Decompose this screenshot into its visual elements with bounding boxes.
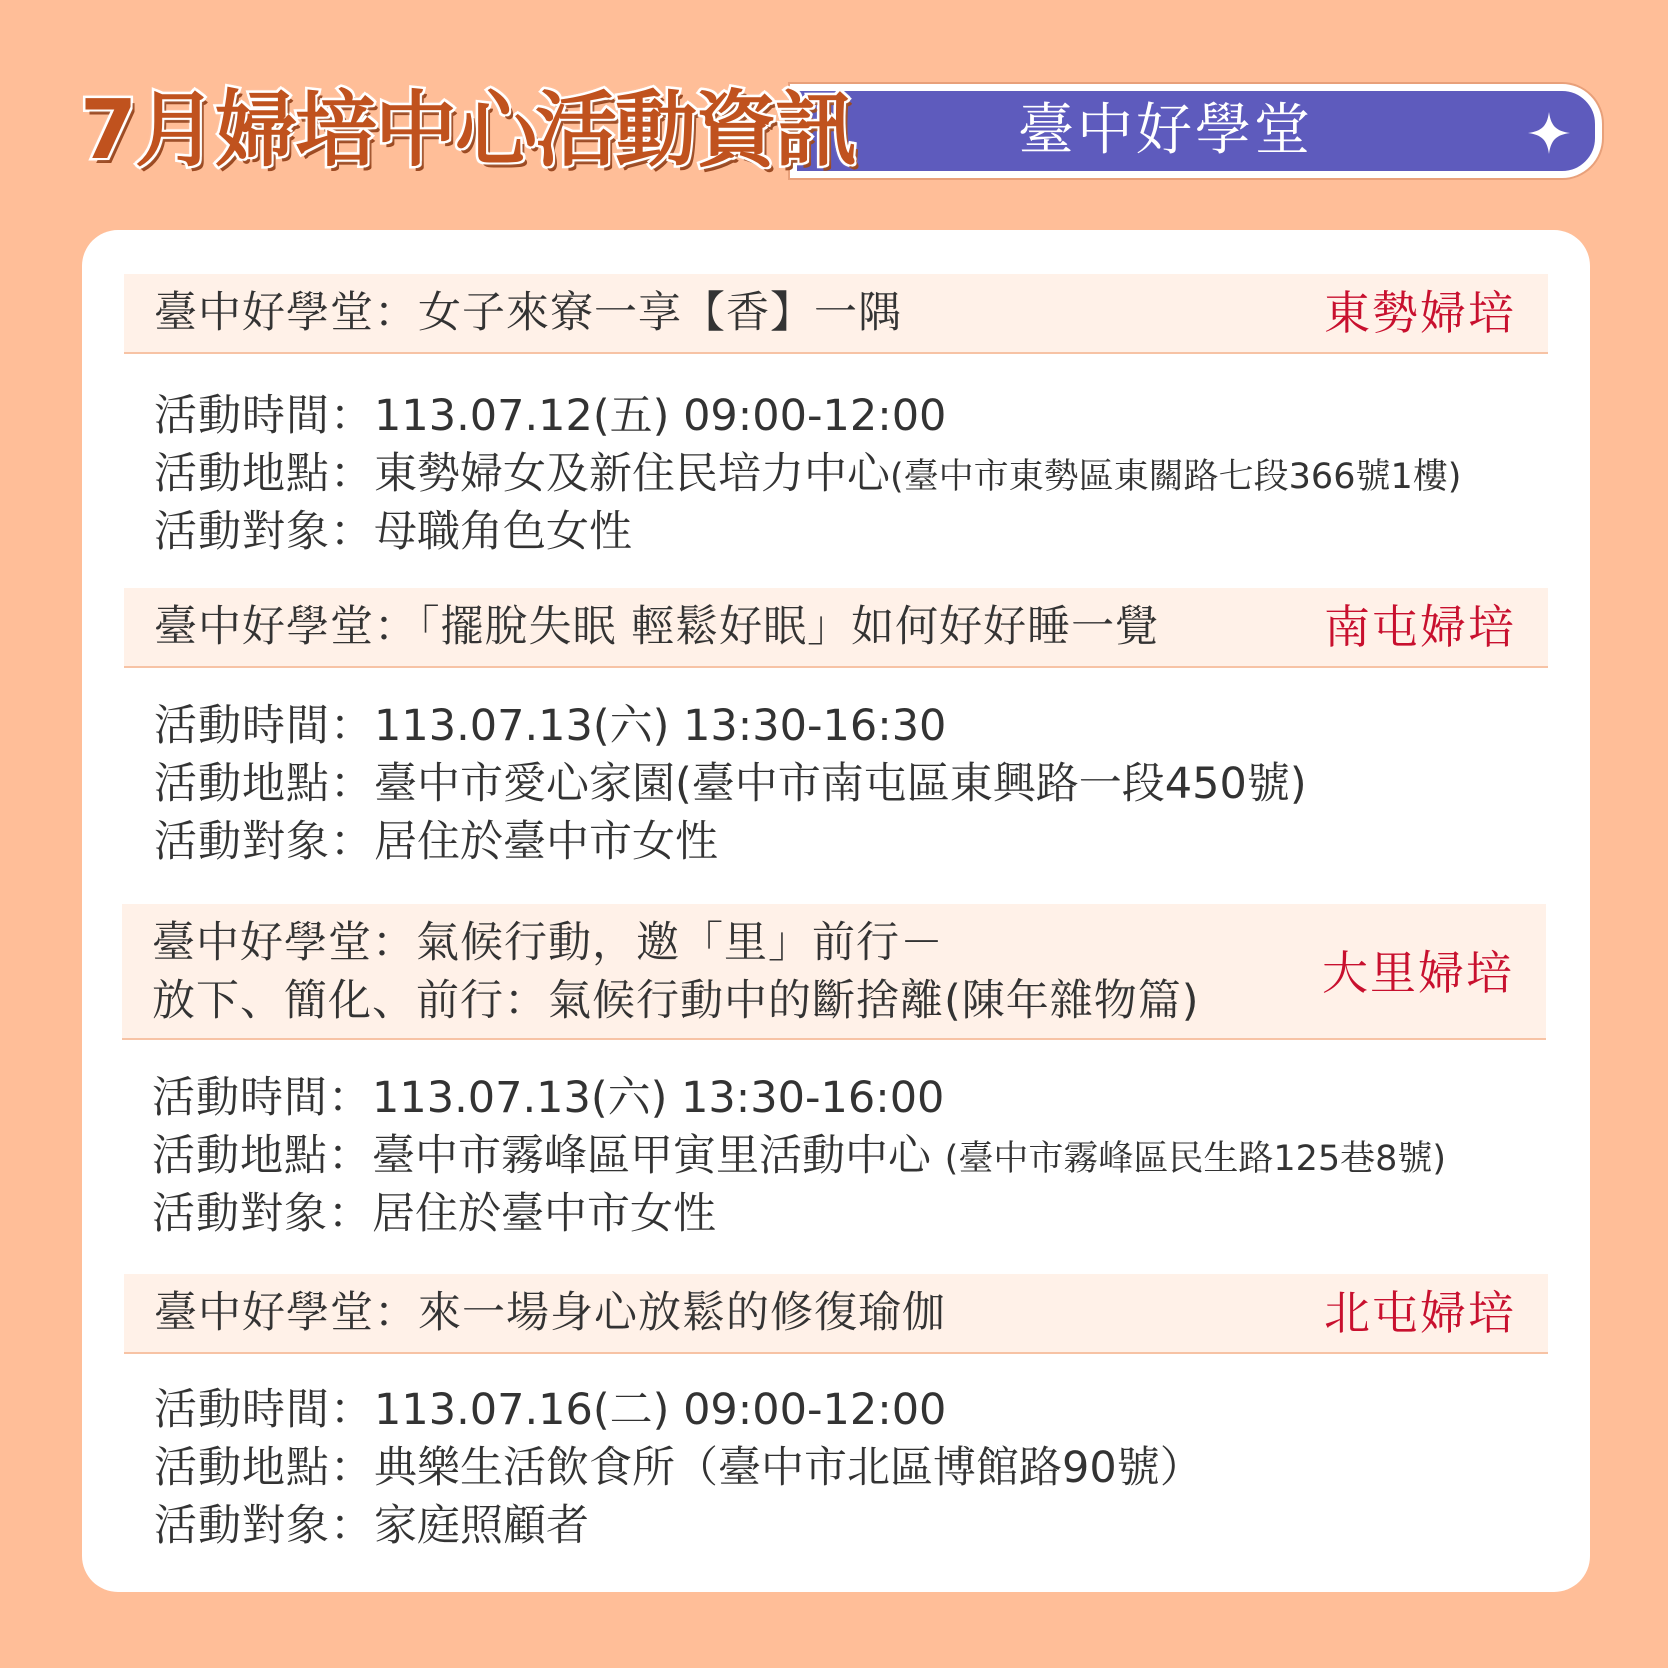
target-value: 母職角色女性 [374,507,632,557]
event-title: 臺中好學堂：「擺脫失眠 輕鬆好眠」如何好好睡一覺 [154,602,1160,652]
event-time [154,388,946,444]
place-address: (臺中市霧峰區民生路125巷8號) [944,1139,1447,1179]
center-tag: 大里婦培 [1322,946,1514,1000]
event-target [154,814,718,870]
event-target [154,1498,589,1554]
time-value: 113.07.12(五) 09:00-12:00 [374,391,947,441]
event-title: 臺中好學堂：來一場身心放鬆的修復瑜伽 [154,1288,946,1338]
event-time [154,1382,946,1438]
place-value: 典樂生活飲食所（臺中市北區博館路90號） [374,1443,1203,1493]
time-label: 活動時間： [154,701,374,751]
event-title-line2: 放下、簡化、前行：氣候行動中的斷捨離(陳年雜物篇) [152,976,1200,1026]
event-header [124,1274,1548,1354]
target-label: 活動對象： [152,1189,372,1239]
place-address: (臺中市東勢區東關路七段366號1樓) [890,457,1462,497]
event-title-line1: 臺中好學堂：氣候行動，邀「里」前行－ [152,918,944,968]
target-label: 活動對象： [154,817,374,867]
banner-label: 臺中好學堂 [1018,98,1313,163]
event-time [154,698,946,754]
place-label: 活動地點： [154,1443,374,1493]
event-place [152,1128,1446,1187]
place-label: 活動地點： [154,449,374,499]
time-label: 活動時間： [154,1385,374,1435]
event-place [154,1440,1203,1496]
center-tag: 東勢婦培 [1324,286,1516,340]
target-value: 家庭照顧者 [374,1501,589,1551]
time-value: 113.07.16(二) 09:00-12:00 [374,1385,947,1435]
target-label: 活動對象： [154,507,374,557]
sparkle-icon [1526,110,1572,156]
event-place [154,756,1307,812]
place-value: 臺中市霧峰區甲寅里活動中心 [372,1131,945,1181]
time-label: 活動時間： [154,391,374,441]
center-tag: 南屯婦培 [1324,600,1516,654]
event-header [124,588,1548,668]
center-tag: 北屯婦培 [1324,1286,1516,1340]
target-value: 居住於臺中市女性 [372,1189,716,1239]
event-target [152,1186,716,1242]
event-title: 臺中好學堂：女子來寮一享【香】一隅 [154,288,902,338]
target-value: 居住於臺中市女性 [374,817,718,867]
time-value: 113.07.13(六) 13:30-16:30 [374,701,947,751]
place-value: 臺中市愛心家園(臺中市南屯區東興路一段450號) [374,759,1307,809]
event-place [154,446,1461,505]
page-title: 7月婦培中心活動資訊 [80,83,856,178]
place-value: 東勢婦女及新住民培力中心 [374,449,890,499]
place-label: 活動地點： [152,1131,372,1181]
event-header [122,904,1546,1040]
target-label: 活動對象： [154,1501,374,1551]
event-time [152,1070,944,1126]
event-target [154,504,632,560]
time-value: 113.07.13(六) 13:30-16:00 [372,1073,945,1123]
place-label: 活動地點： [154,759,374,809]
event-header [124,274,1548,354]
time-label: 活動時間： [152,1073,372,1123]
